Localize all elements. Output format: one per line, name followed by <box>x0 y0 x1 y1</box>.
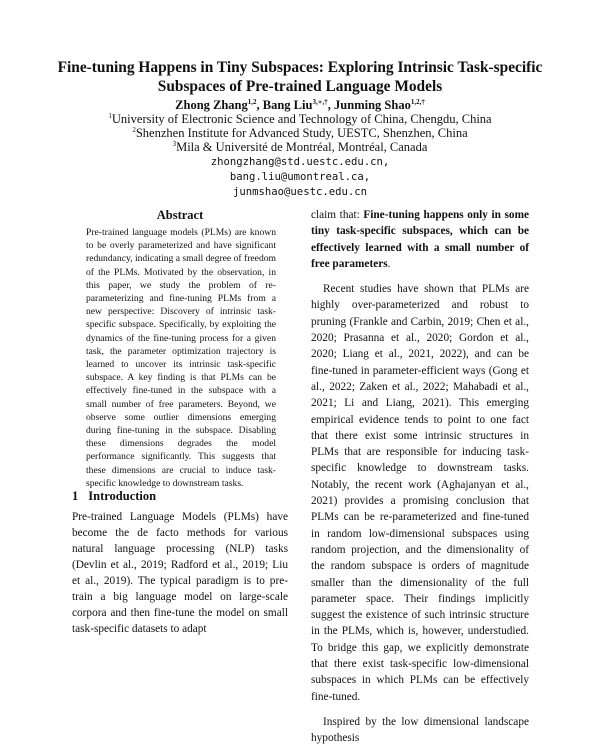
affiliation-1 <box>40 112 560 126</box>
claim-prefix: claim that: <box>311 209 364 221</box>
affiliation-3-text: Mila & Université de Montréal, Montréal, Canada <box>176 140 428 154</box>
paper-title <box>40 58 560 96</box>
affiliation-3-sup: 3 <box>172 139 177 148</box>
author-block <box>40 98 560 154</box>
intro-heading <box>72 489 156 504</box>
abstract-heading: Abstract <box>156 208 204 222</box>
right-column <box>311 207 530 745</box>
title-line-2: Subspaces of Pre-trained Language Models <box>157 78 443 95</box>
intro-number: 1 <box>72 489 79 503</box>
claim-suffix: . <box>387 257 391 270</box>
claim-paragraph <box>311 207 529 272</box>
author-2-name: Bang Liu <box>262 98 313 112</box>
abstract-text: Pre-trained language models (PLMs) are known to be overly parameterized and have significant redundancy, indicating a small degree of freedom of the PLMs. Motivated by the observation, in this paper, we study the problem of re-parameterizing and fine-tuning PLMs from a new perspective: Discovery of intrinsic task-specific subspace. Specifically, by exploiting the dynamics of the fine-tuning process for a given task, the parameter optimization trajectory is learned to uncover its intrinsic task-specific subspace. A key finding is that PLMs can be effectively fine-tuned in the subspace with a small number of free parameters. Beyond, we observe some outlier dimensions emerging during fine-tuning in the subspace. Disabling these dimensions degrades the model performance significantly. This suggests that these dimensions are crucial to induce task-specific knowledge to downstream tasks. <box>86 227 276 489</box>
author-1-name: Zhong Zhang <box>175 98 248 112</box>
intro-text <box>72 509 288 635</box>
author-3-sup: 1,2,† <box>410 97 425 106</box>
hypothesis-paragraph: Inspired by the low dimensional landscape hypothesis <box>311 715 529 745</box>
related-work-paragraph: Recent studies have shown that PLMs are highly over-parameterized and robust to pruning (Frankle and Carbin, 2019; Chen et al., 2020; Prasanna et al., 2020; Gordon et al., 2020; Liang et al., 2021, 2022), and can be fine-tuned in parameter-efficient ways (Gong et al., 2022; Zaken et al., 2022; Mahabadi et al., 2021; Li and Liang, 2021). This emerging empirical evidence tends to point to one fact that there exist some intrinsic structures in PLMs that are responsible for inducing task-specific knowledge to downstream tasks. Notably, the recent work (Aghajanyan et al., 2021) provides a promising conclusion that PLMs can be re-parameterized and fine-tuned in random low-dimensional subspaces using random projection, and the dimensionality of the random subspace is orders of magnitude smaller than the dimensionality of the full parameter space. Their findings implicitly suggest the existence of such intrinsic structure in the PLMs, which is, however, understudied. To bridge this gap, we explicitly demonstrate that there exist task-specific low-dimensional subspaces in which PLMs can be effectively fine-tuned. <box>311 283 529 703</box>
affiliation-1-text: University of Electronic Science and Technology of China, Chengdu, China <box>111 112 492 126</box>
email-block <box>40 155 560 200</box>
affiliation-2 <box>40 126 560 140</box>
claim-bold: Fine-tuning happens only in some tiny task-specific subspaces, which can be effectively learned with a small number of free parameters <box>311 209 530 270</box>
author-names: Zhong Zhang$^{1,2}$, Bang Liu$^{3,∗,\dagger}$, Junming Shao$^{1,2,\dagger}$ <box>175 97 425 112</box>
author-2-sup: 3,∗,† <box>312 97 328 106</box>
author-3-name: Junming Shao <box>334 98 411 112</box>
affiliation-2-text: Shenzhen Institute for Advanced Study, UESTC, Shenzhen, China <box>135 126 468 140</box>
author-1-sup: 1,2 <box>247 97 257 106</box>
affiliation-2-sup: 2 <box>132 125 136 134</box>
affiliation-1-sup: 1 <box>108 111 112 120</box>
intro-paragraph: Pre-trained Language Models (PLMs) have become the de facto methods for various natural language processing (NLP) tasks (Devlin et al., 2019; Radford et al., 2019; Liu et al., 2019). The typical paradigm is to pre-train a big language model on large-scale corpora and then fine-tune the model on small task-specific datasets to adapt <box>72 511 288 635</box>
title-line-1: Fine-tuning Happens in Tiny Subspaces: Exploring Intrinsic Task-specific <box>57 59 543 76</box>
email-1[interactable]: zhongzhang@std.uestc.edu.cn, <box>210 156 390 168</box>
affiliation-3 <box>40 140 560 154</box>
email-2[interactable]: bang.liu@umontreal.ca, <box>229 171 371 183</box>
intro-title: Introduction <box>88 489 157 503</box>
email-3[interactable]: junmshao@uestc.edu.cn <box>233 186 367 198</box>
